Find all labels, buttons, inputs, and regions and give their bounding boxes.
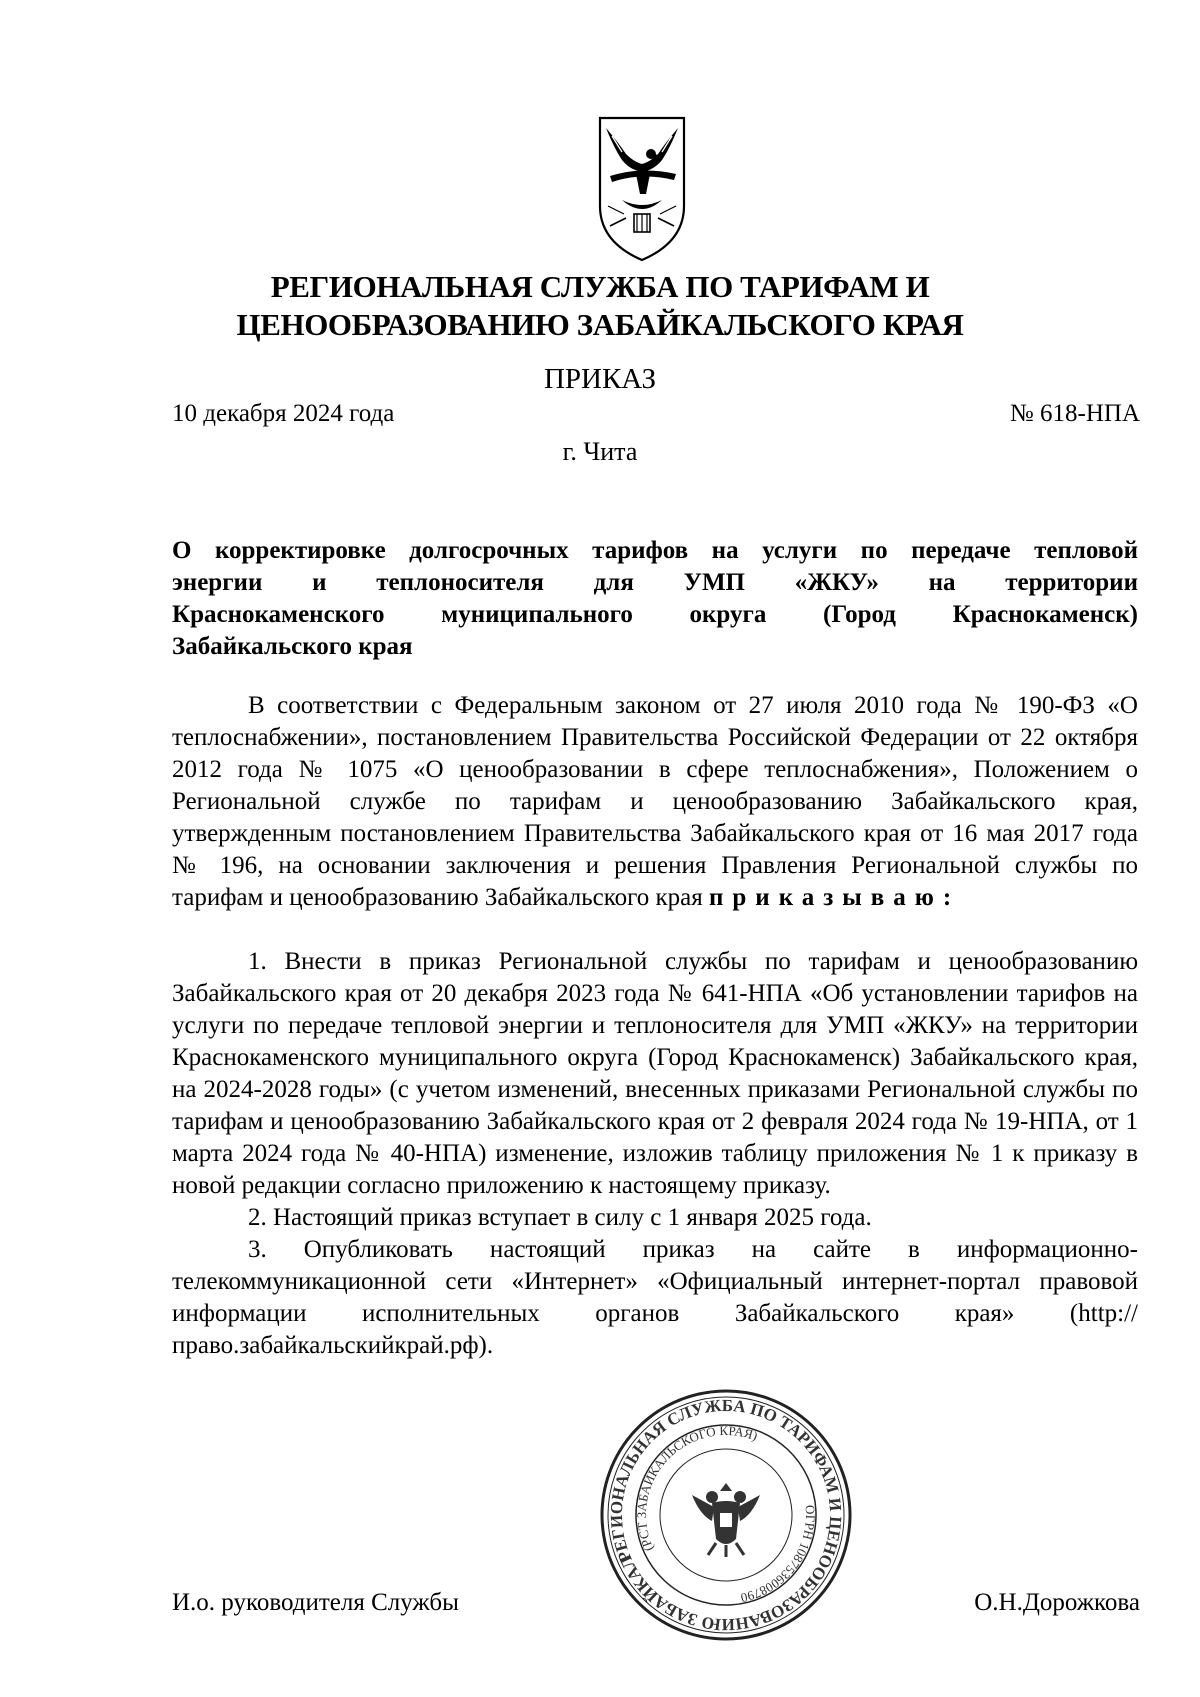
signer-name: О.Н.Дорожкова bbox=[974, 1589, 1140, 1616]
subject-line: О корректировке долгосрочных тарифов на услуги по передаче тепловой bbox=[172, 537, 1138, 564]
coat-of-arms-emblem bbox=[596, 114, 688, 262]
stamp-ogrn: ОГРН 1087536008790 bbox=[739, 1504, 819, 1606]
document-body bbox=[172, 690, 1138, 1362]
subject-line: Краснокаменского муниципального округа (Город Краснокаменск) bbox=[172, 601, 1138, 628]
stamp-inner-text: (РСТ ЗАБАЙКАЛЬСКОГО КРАЯ) bbox=[633, 1422, 760, 1554]
preamble-paragraph bbox=[172, 690, 1138, 914]
organization-name-line2: ЦЕНООБРАЗОВАНИЮ ЗАБАЙКАЛЬСКОГО КРАЯ bbox=[236, 307, 964, 342]
order-item-1: 1. Внести в приказ Региональной службы по тарифам и ценообразованию Забайкальского края от 20 декабря 2023 года № 641-НПА «Об установлении тарифов на услуги по передаче тепловой энергии и теплоносителя для УМП «ЖКУ» на территории Краснокаменского муниципального округа (Город Краснокаменск) Забайкальского края, на 2024-2028 годы» (с учетом изменений, внесенных приказами Региональной службы по тарифам и ценообразованию Забайкальского края от 2 февраля 2024 года № 19-НПА, от 1 марта 2024 года № 40-НПА) изменение, изложив таблицу приложения № 1 к приказу в новой редакции согласно приложению к настоящему приказу. bbox=[172, 948, 1138, 1199]
organization-name-line1: РЕГИОНАЛЬНАЯ СЛУЖБА ПО ТАРИФАМ И bbox=[270, 269, 930, 304]
resolve-word: приказываю: bbox=[708, 884, 961, 911]
organization-name bbox=[170, 268, 1030, 344]
signer-title: И.о. руководителя Службы bbox=[172, 1589, 459, 1616]
preamble-text: В соответствии с Федеральным законом от 27 июля 2010 года № 190-ФЗ «О теплоснабжении», постановлением Правительства Российской Федерации от 22 октября 2012 года № 1075 «О ценообразовании в сфере теплоснабжения», Положением о Региональной службе по тарифам и ценообразованию Забайкальского края, утвержденным постановлением Правительства Забайкальского края от 16 мая 2017 года № 196, на основании заключения и решения Правления Региональной службы по тарифам и ценообразованию Забайкальского края bbox=[172, 692, 1138, 911]
document-subject bbox=[172, 535, 1138, 663]
order-item-3: 3. Опубликовать настоящий приказ на сайте в информационно-телекоммуникационной сети «Интернет» «Официальный интернет-портал правовой информации исполнительных органов Забайкальского края» (http://право.забайкальскийкрай.рф). bbox=[172, 1236, 1138, 1359]
subject-line: энергии и теплоносителя для УМП «ЖКУ» на территории bbox=[172, 569, 1138, 596]
document-type: ПРИКАЗ bbox=[543, 363, 657, 395]
document-date: 10 декабря 2024 года bbox=[172, 400, 395, 427]
subject-line: Забайкальского края bbox=[172, 633, 413, 660]
document-city: г. Чита bbox=[562, 437, 638, 466]
eagle-icon bbox=[692, 1483, 760, 1557]
order-item-2: 2. Настоящий приказ вступает в силу с 1 января 2025 года. bbox=[248, 1204, 872, 1231]
official-seal-stamp bbox=[596, 1385, 856, 1645]
stamp-outer-text: РЕГИОНАЛЬНАЯ СЛУЖБА ПО ТАРИФАМ И ЦЕНООБРАЗОВАНИЮ ЗАБАЙКАЛЬСКОГО bbox=[606, 1395, 846, 1635]
document-number: № 618-НПА bbox=[1009, 400, 1140, 427]
